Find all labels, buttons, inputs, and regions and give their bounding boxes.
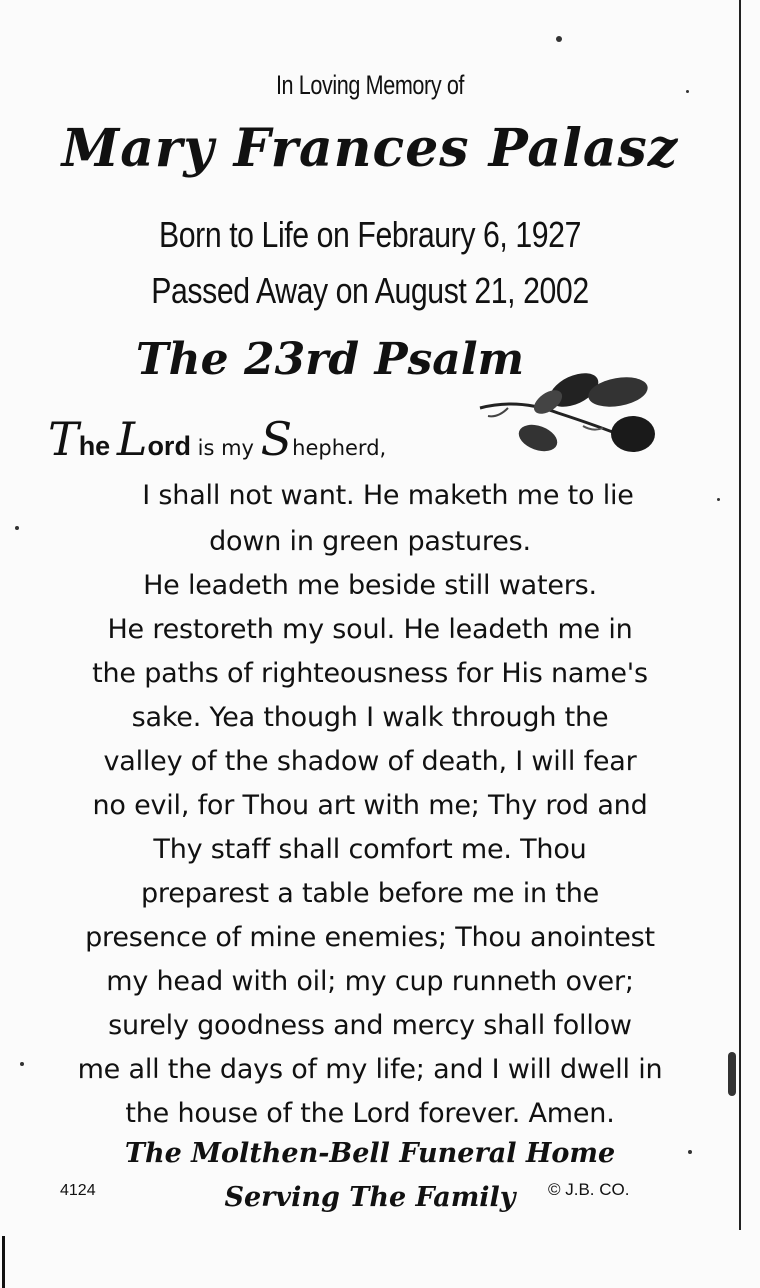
psalm-line: no evil, for Thou art with me; Thy rod and <box>92 790 648 821</box>
scan-mark <box>2 1236 5 1288</box>
psalm-line: Thy staff shall comfort me. Thou <box>153 834 587 865</box>
opening-is-my: is my <box>190 436 261 460</box>
psalm-line: valley of the shadow of death, I will fear <box>103 746 637 777</box>
psalm-line: I shall not want. He maketh me to lie <box>142 480 634 511</box>
rose-icon <box>478 368 678 468</box>
psalm-line: presence of mine enemies; Thou anointest <box>85 922 655 953</box>
psalm-line: the house of the Lord forever. Amen. <box>125 1098 615 1129</box>
psalm-line: the paths of righteousness for His name's <box>92 658 648 689</box>
psalm-line: down in green pastures. <box>209 526 531 557</box>
psalm-title: The 23rd Psalm <box>135 334 525 385</box>
opening-the: he <box>78 431 111 461</box>
funeral-home-name: The Molthen-Bell Funeral Home <box>124 1138 616 1169</box>
opening-shepherd: hepherd, <box>292 436 387 460</box>
item-code: 4124 <box>60 1182 96 1199</box>
psalm-line: He leadeth me beside still waters. <box>143 570 597 601</box>
death-date-line: Passed Away on August 21, 2002 <box>151 270 589 311</box>
opening-lord: ord <box>147 431 191 461</box>
memory-heading: In Loving Memory of <box>275 70 465 100</box>
funeral-home-tagline: Serving The Family <box>224 1182 516 1213</box>
psalm-line: me all the days of my life; and I will dwell in <box>77 1054 663 1085</box>
psalm-opening <box>48 412 386 466</box>
initial-S: S <box>260 412 293 466</box>
initial-L: L <box>116 412 148 466</box>
birth-date-line: Born to Life on Febraury 6, 1927 <box>159 214 581 255</box>
psalm-line: preparest a table before me in the <box>140 878 600 909</box>
psalm-line: surely goodness and mercy shall follow <box>108 1010 632 1041</box>
copyright-notice: © J.B. CO. <box>548 1180 630 1199</box>
deceased-name: Mary Frances Palasz <box>61 118 679 179</box>
psalm-line: sake. Yea though I walk through the <box>131 702 609 733</box>
initial-T: T <box>48 412 79 466</box>
psalm-line: He restoreth my soul. He leadeth me in <box>107 614 633 645</box>
scan-speck <box>556 36 562 42</box>
psalm-line: my head with oil; my cup runneth over; <box>106 966 634 997</box>
scan-speck <box>686 90 689 93</box>
